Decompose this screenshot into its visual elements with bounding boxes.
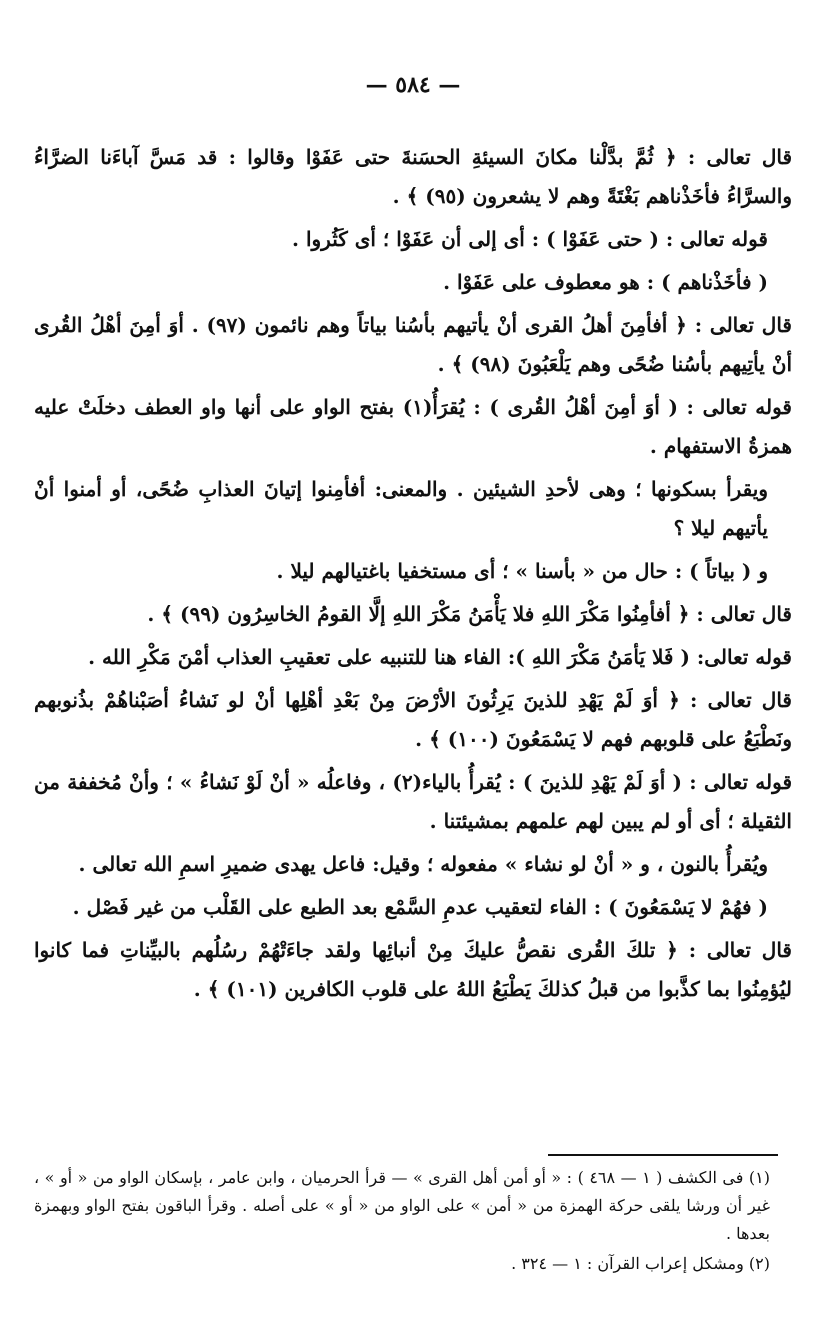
paragraph-comment-awa-lam-yahdi: قوله تعالى : ( أوَ لَمْ يَهْدِ للذينَ ) : يُقرأُ بالياء(٢) ، وفاعلُه « أنْ لَوْ نَشاءُ » ؛ وأنْ مُخففة من الثقيلة ؛ أى أو لم يبين لهم علمهم بمشيئتنا . <box>34 770 793 833</box>
paragraph-comment-fala-yamanu: قوله تعالى: ( فَلا يَأمَنُ مَكْرَ اللهِ ): الفاء هنا للتنبيه على تعقيبِ العذاب أمْنَ مَكْرِ الله . <box>88 645 792 669</box>
footnote-1: (١) فى الكشف ( ١ — ٤٦٨ ) : « أو أمن أهل القرى » — قرأ الحرميان ، وابن عامر ، بإسكان الواو من « أو » ، غير أن ورشا يلقى حركة الهمزة من « أمن » على الواو من « أو » على أصله . وقرأ الباقون بفتح الواو وبهمزة بعدها . <box>34 1168 770 1243</box>
paragraph-verse-99: قال تعالى : ﴿ أفأمِنُوا مَكْرَ اللهِ فلا يَأْمَنُ مَكْرَ اللهِ إلَّا القومُ الخاسِرُون (٩٩) ﴾ . <box>147 602 792 626</box>
paragraph-comment-awa-amina: قوله تعالى : ( أوَ أمِنَ أهْلُ القُرى ) : يُقرَأُ(١) بفتح الواو على أنها واو العطف دخلَتْ عليه همزةُ الاستفهام . <box>34 395 792 458</box>
paragraph-verse-100: قال تعالى : ﴿ أوَ لَمْ يَهْدِ للذينَ يَرِثُونَ الأرْضَ مِنْ بَعْدِ أهْلِها أنْ لو نَشاءُ أصَبْناهُمْ بذُنوبهم ونَطْبَعُ على قلوبهم فهم لا يَسْمَعُونَ (١٠٠) ﴾ . <box>34 688 792 751</box>
footnotes <box>34 1164 792 1280</box>
footnote-divider <box>548 1154 778 1156</box>
footnote-2: (٢) ومشكل إعراب القرآن : ١ — ٣٢٤ . <box>511 1254 770 1273</box>
page-number: — ٥٨٤ — <box>365 72 461 98</box>
paragraph-comment-akhadhnahum: ( فأخَذْناهم ) : هو معطوف على عَفَوْا . <box>443 270 768 294</box>
paragraph-verse-97-98: قال تعالى : ﴿ أفأمِنَ أهلُ القرى أنْ يأتيهم بأسُنا بياتاً وهم نائمون (٩٧) . أوَ أمِنَ أهْلُ القُرى أنْ يأتِيهم بأسُنا ضُحًى وهم يَلْعَبُونَ (٩٨) ﴾ . <box>34 313 792 376</box>
paragraph-verse-101: قال تعالى : ﴿ تلكَ القُرى نقصُّ عليكَ مِنْ أنبائِها ولقد جاءَتْهُمْ رسُلُهم بالبيِّناتِ فما كانوا ليُؤمِنُوا بما كذَّبوا من قبلُ كذلكَ يَطْبَعُ اللهُ على قلوب الكافرين (١٠١) ﴾ . <box>34 938 792 1001</box>
paragraph-comment-fahum: ( فهُمْ لا يَسْمَعُونَ ) : الفاء لتعقيب عدمِ السَّمْع بعد الطبع على القَلْب من غير فَصْل . <box>72 895 768 919</box>
paragraph-comment-sukun: ويقرأ بسكونها ؛ وهى لأحدِ الشيئين . والمعنى: أفأمِنوا إتيانَ العذابِ ضُحًى، أو أمنوا أنْ يأتيهم ليلا ؟ <box>34 477 769 540</box>
main-text <box>34 138 792 1013</box>
paragraph-verse-95: قال تعالى : ﴿ ثُمَّ بدَّلْنا مكانَ السيئةِ الحسَنةَ حتى عَفَوْا وقالوا : قد مَسَّ آباءَنا الضرَّاءُ والسرَّاءُ فأخَذْناهم بَغْتَةً وهم لا يشعرون (٩٥) ﴾ . <box>34 145 792 208</box>
paragraph-comment-nun-reading: ويُقرأُ بالنون ، و « أنْ لو نشاء » مفعوله ؛ وقيل: فاعل يهدى ضميرِ اسمِ الله تعالى . <box>78 852 768 876</box>
paragraph-comment-hatta-afaw: قوله تعالى : ( حتى عَفَوْا ) : أى إلى أن عَفَوْا ؛ أى كَثُروا . <box>292 227 768 251</box>
paragraph-comment-bayatan: و ( بياتاً ) : حال من « بأسنا » ؛ أى مستخفيا باغتيالهم ليلا . <box>276 559 768 583</box>
